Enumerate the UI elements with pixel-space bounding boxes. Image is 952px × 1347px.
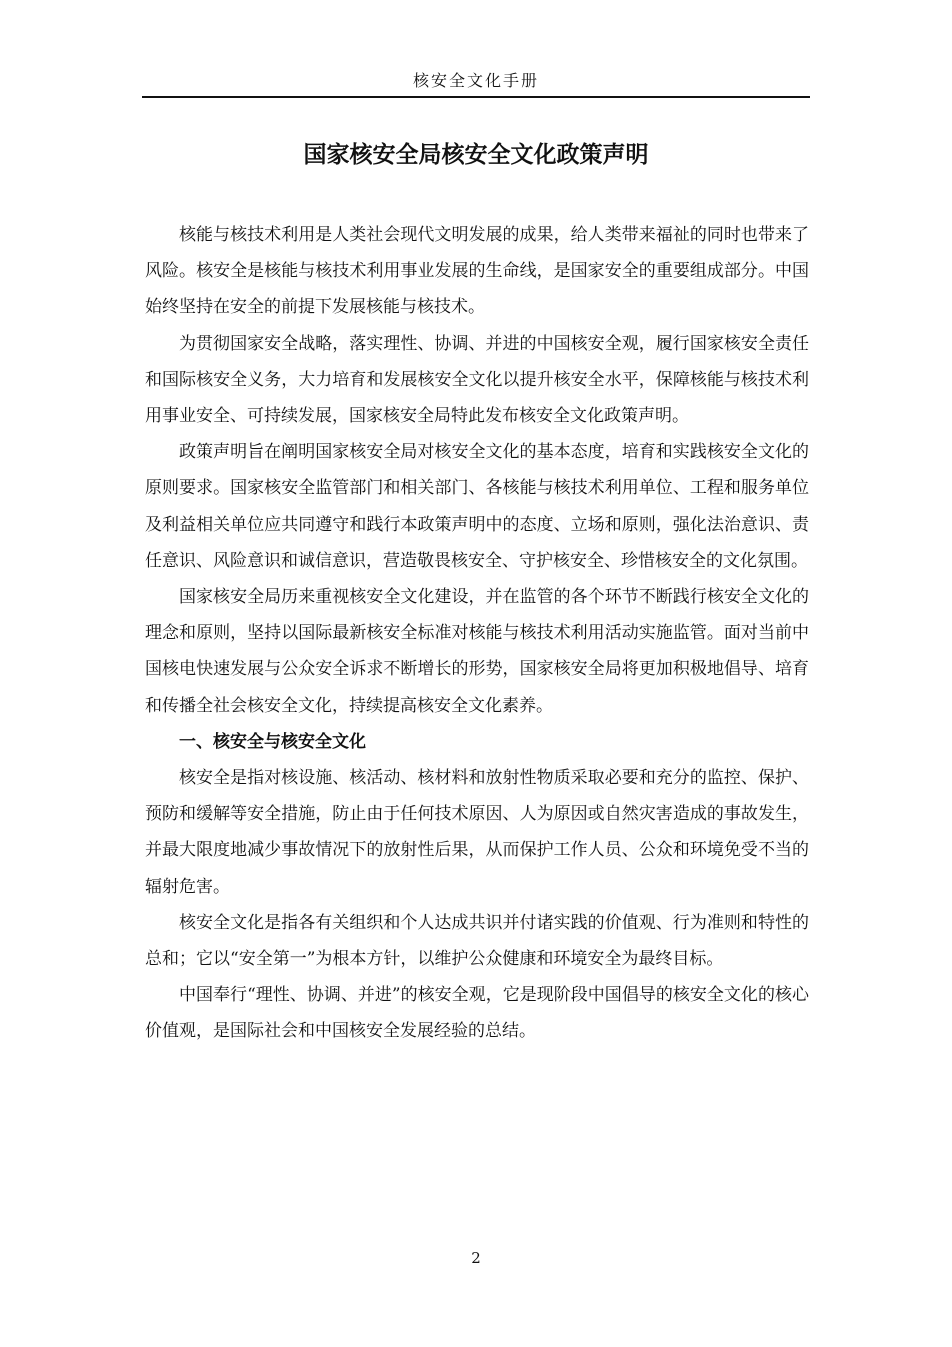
paragraph: 政策声明旨在阐明国家核安全局对核安全文化的基本态度，培育和实践核安全文化的原则要求。国家核安全监管部门和相关部门、各核能与核技术利用单位、工程和服务单位及利益相关单位应共同遵守和践行本政策声明中的态度、立场和原则，强化法治意识、责任意识、风险意识和诚信意识，营造敬畏核安全、守护核安全、珍惜核安全的文化氛围。 — [145, 442, 809, 571]
header-rule — [142, 96, 810, 98]
running-header: 核安全文化手册 — [412, 71, 539, 90]
paragraph: 核安全文化是指各有关组织和个人达成共识并付诸实践的价值观、行为准则和特性的总和；它以“安全第一”为根本方针，以维护公众健康和环境安全为最终目标。 — [145, 912, 809, 970]
paragraph: 中国奉行“理性、协调、并进”的核安全观，它是现阶段中国倡导的核安全文化的核心价值观，是国际社会和中国核安全发展经验的总结。 — [145, 985, 809, 1042]
document-body — [145, 217, 809, 1050]
page-number: 2 — [471, 1249, 481, 1267]
paragraph: 核能与核技术利用是人类社会现代文明发展的成果，给人类带来福祉的同时也带来了风险。核安全是核能与核技术利用事业发展的生命线，是国家安全的重要组成部分。中国始终坚持在安全的前提下发展核能与核技术。 — [145, 225, 809, 318]
paragraph: 核安全是指对核设施、核活动、核材料和放射性物质采取必要和充分的监控、保护、预防和缓解等安全措施，防止由于任何技术原因、人为原因或自然灾害造成的事故发生，并最大限度地减少事故情况下的放射性后果，从而保护工作人员、公众和环境免受不当的辐射危害。 — [145, 768, 809, 897]
paragraph: 为贯彻国家安全战略，落实理性、协调、并进的中国核安全观，履行国家核安全责任和国际核安全义务，大力培育和发展核安全文化以提升核安全水平，保障核能与核技术利用事业安全、可持续发展，国家核安全局特此发布核安全文化政策声明。 — [145, 333, 809, 427]
section-heading: 一、核安全与核安全文化 — [179, 731, 366, 752]
paragraph: 国家核安全局历来重视核安全文化建设，并在监管的各个环节不断践行核安全文化的理念和原则，坚持以国际最新核安全标准对核能与核技术利用活动实施监管。面对当前中国核电快速发展与公众安全诉求不断增长的形势，国家核安全局将更加积极地倡导、培育和传播全社会核安全文化，持续提高核安全文化素养。 — [145, 587, 809, 716]
page-title: 国家核安全局核安全文化政策声明 — [303, 142, 649, 168]
